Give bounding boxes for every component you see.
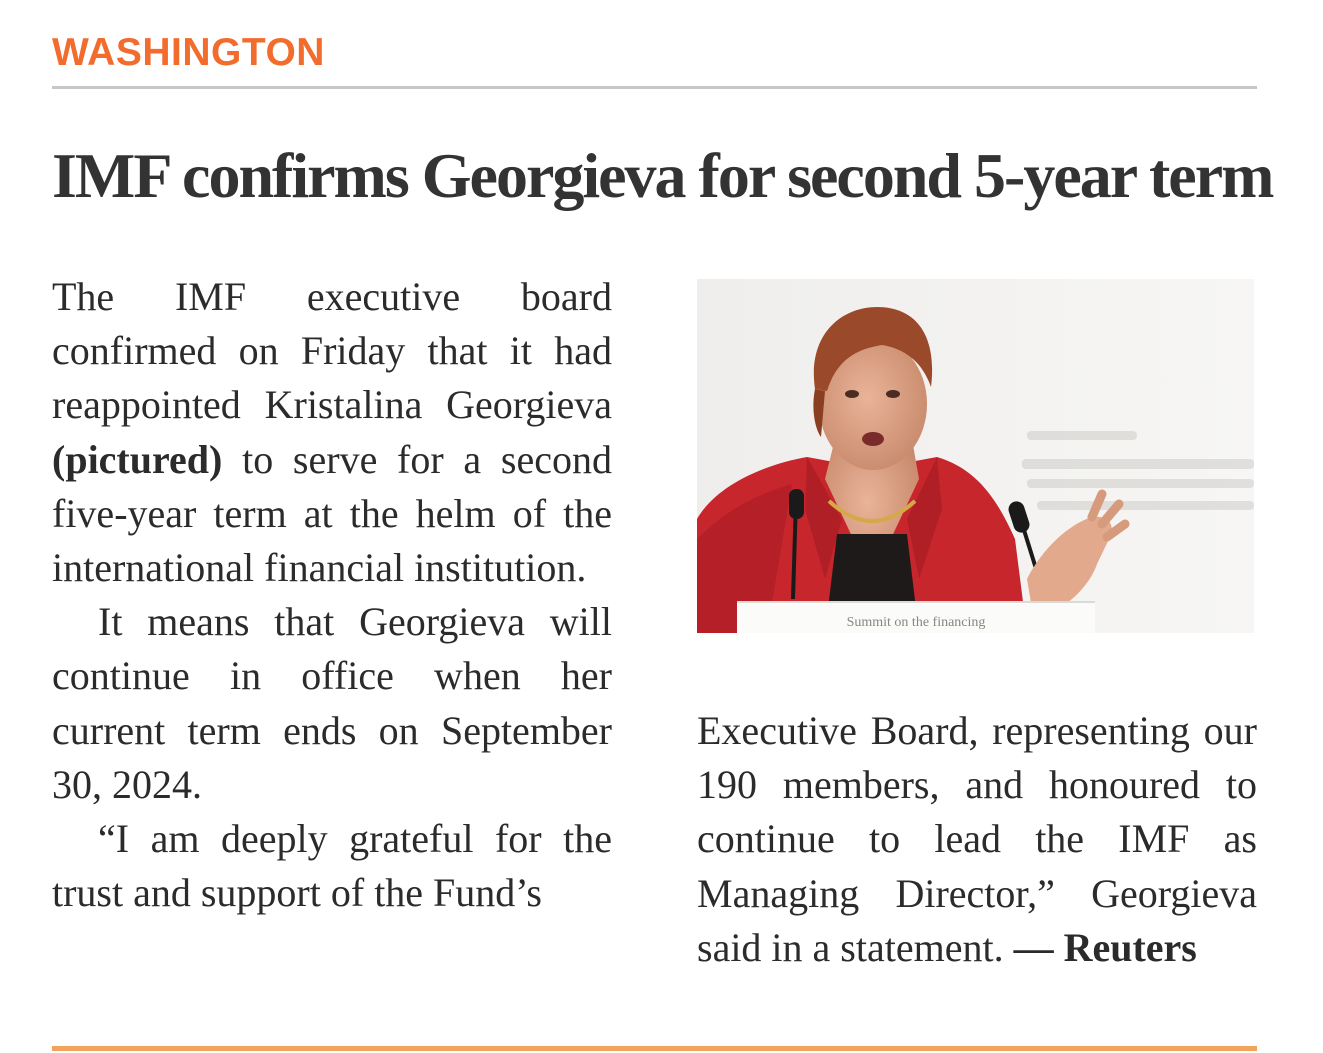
article-column-right [697, 704, 1257, 975]
article-photo [697, 279, 1254, 633]
pictured-note: (pictured) [52, 436, 223, 482]
photo-illustration [697, 279, 1254, 633]
headline: IMF confirms Georgieva for second 5-year term [52, 140, 1273, 211]
paragraph-1 [52, 270, 612, 595]
bottom-divider [52, 1046, 1257, 1051]
paragraph-1-text-b: to serve for a second five-year term at the helm of the international financial institution. [52, 436, 612, 591]
paragraph-3-continued-text: Executive Board, representing our 190 members, and honoured to continue to lead the IMF as Managing Director,” Georgieva said in a statement. [697, 708, 1257, 970]
source-credit: — Reuters [1013, 924, 1197, 970]
article-column-left [52, 270, 612, 920]
paragraph-3-continued [697, 704, 1257, 975]
section-label: WASHINGTON [52, 31, 325, 74]
paragraph-1-text-a: The IMF executive board confirmed on Friday that it had reappointed Kristalina Georgieva [52, 274, 612, 428]
podium-sign-text: Summit on the financing [846, 615, 986, 630]
paragraph-3: “I am deeply grateful for the trust and support of the Fund’s [52, 816, 612, 916]
paragraph-2: It means that Georgieva will continue in office when her current term ends on September 30, 2024. [52, 599, 612, 807]
top-divider [52, 86, 1257, 89]
